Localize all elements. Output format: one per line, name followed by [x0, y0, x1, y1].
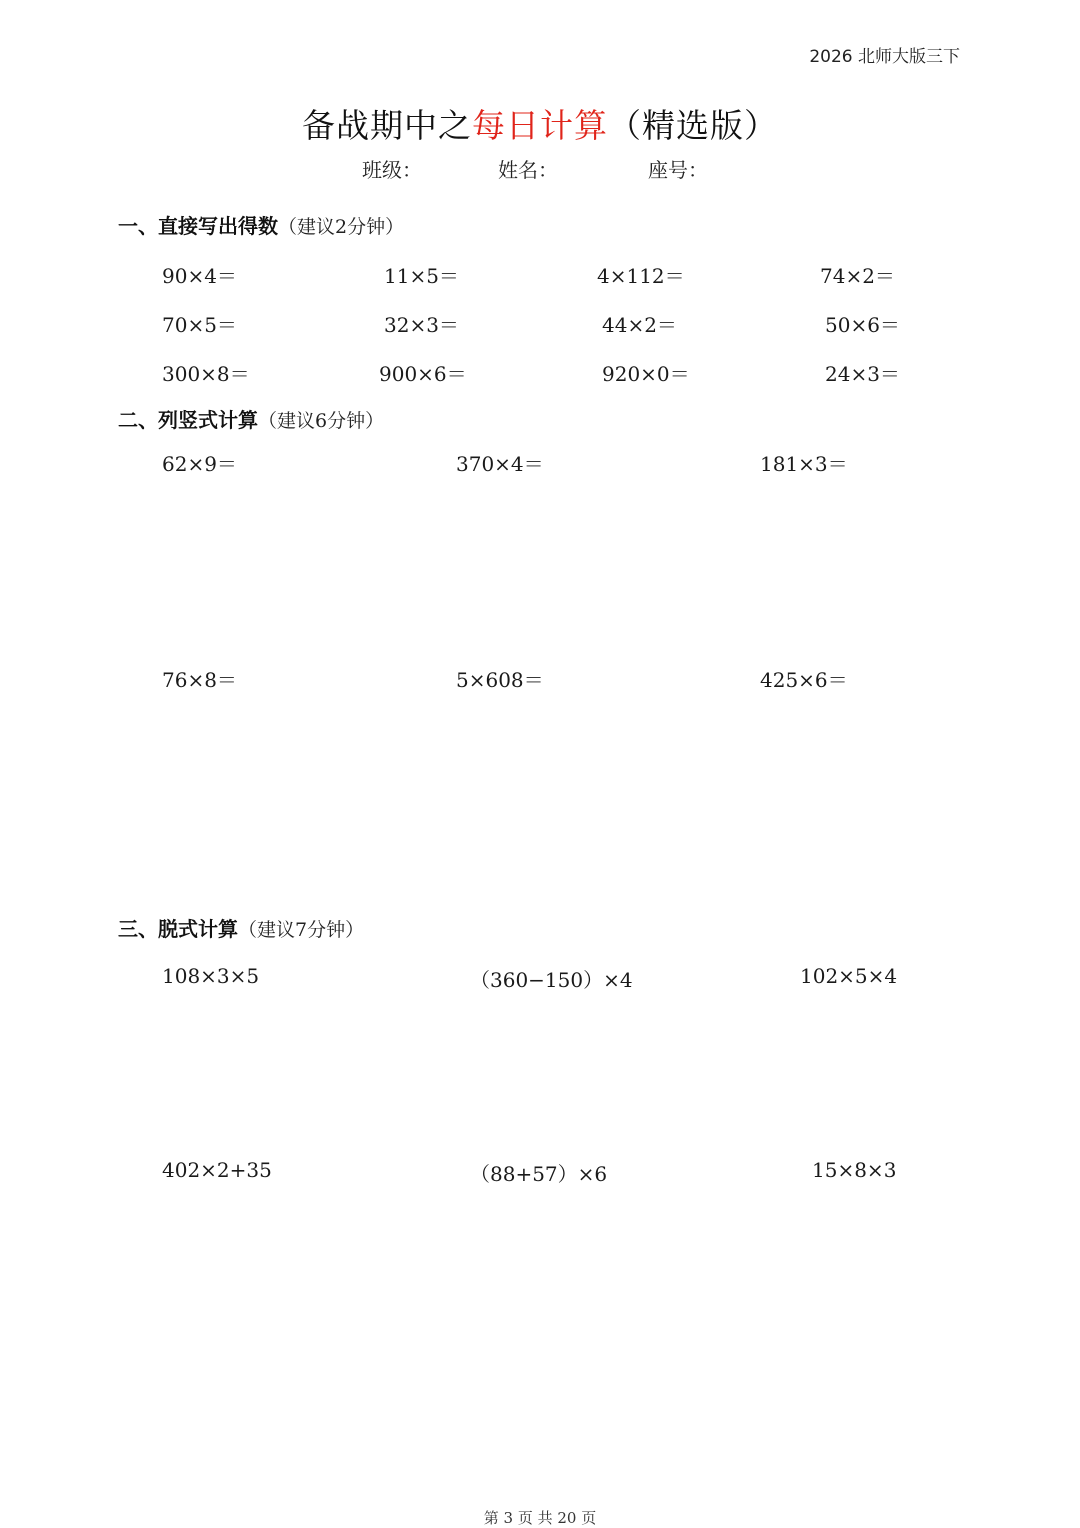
- problem: 300×8＝: [162, 362, 250, 386]
- problem: 5×608＝: [456, 668, 544, 692]
- section-3-heading: 三、脱式计算（建议7分钟）: [118, 917, 365, 941]
- problem: 50×6＝: [825, 313, 900, 337]
- name-label: 姓名：: [498, 158, 558, 182]
- problem: 11×5＝: [384, 264, 459, 288]
- page-title: [0, 100, 1080, 147]
- problem: 181×3＝: [760, 452, 848, 476]
- problem: 425×6＝: [760, 668, 848, 692]
- problem: 15×8×3: [812, 1158, 897, 1182]
- title-prefix: 备战期中之: [302, 106, 472, 145]
- section-2-heading: 二、列竖式计算（建议6分钟）: [118, 408, 385, 432]
- header-tag: 2026 北师大版三下: [809, 47, 960, 67]
- problem: 24×3＝: [825, 362, 900, 386]
- section-1-hint: （建议2分钟）: [278, 216, 405, 238]
- problem: 32×3＝: [384, 313, 459, 337]
- page-footer: 第 3 页 共 20 页: [483, 1509, 597, 1527]
- problem: 102×5×4: [800, 964, 898, 988]
- problem: （88+57）×6: [470, 1162, 608, 1186]
- title-suffix: （精选版）: [608, 106, 778, 145]
- title-highlight: 每日计算: [472, 106, 608, 145]
- problem: 370×4＝: [456, 452, 544, 476]
- problem: 76×8＝: [162, 668, 237, 692]
- problem: 920×0＝: [602, 362, 690, 386]
- problem: 4×112＝: [597, 264, 685, 288]
- section-3-hint: （建议7分钟）: [238, 919, 365, 941]
- problem: 402×2+35: [162, 1158, 272, 1182]
- problem: 74×2＝: [820, 264, 895, 288]
- problem: 900×6＝: [379, 362, 467, 386]
- problem: 108×3×5: [162, 964, 260, 988]
- seat-label: 座号：: [648, 158, 708, 182]
- section-2-hint: （建议6分钟）: [258, 410, 385, 432]
- problem: 44×2＝: [602, 313, 677, 337]
- problem: （360−150）×4: [470, 968, 633, 992]
- class-label: 班级：: [362, 158, 422, 182]
- problem: 90×4＝: [162, 264, 237, 288]
- problem: 70×5＝: [162, 313, 237, 337]
- problem: 62×9＝: [162, 452, 237, 476]
- section-1-heading: 一、直接写出得数（建议2分钟）: [118, 214, 405, 238]
